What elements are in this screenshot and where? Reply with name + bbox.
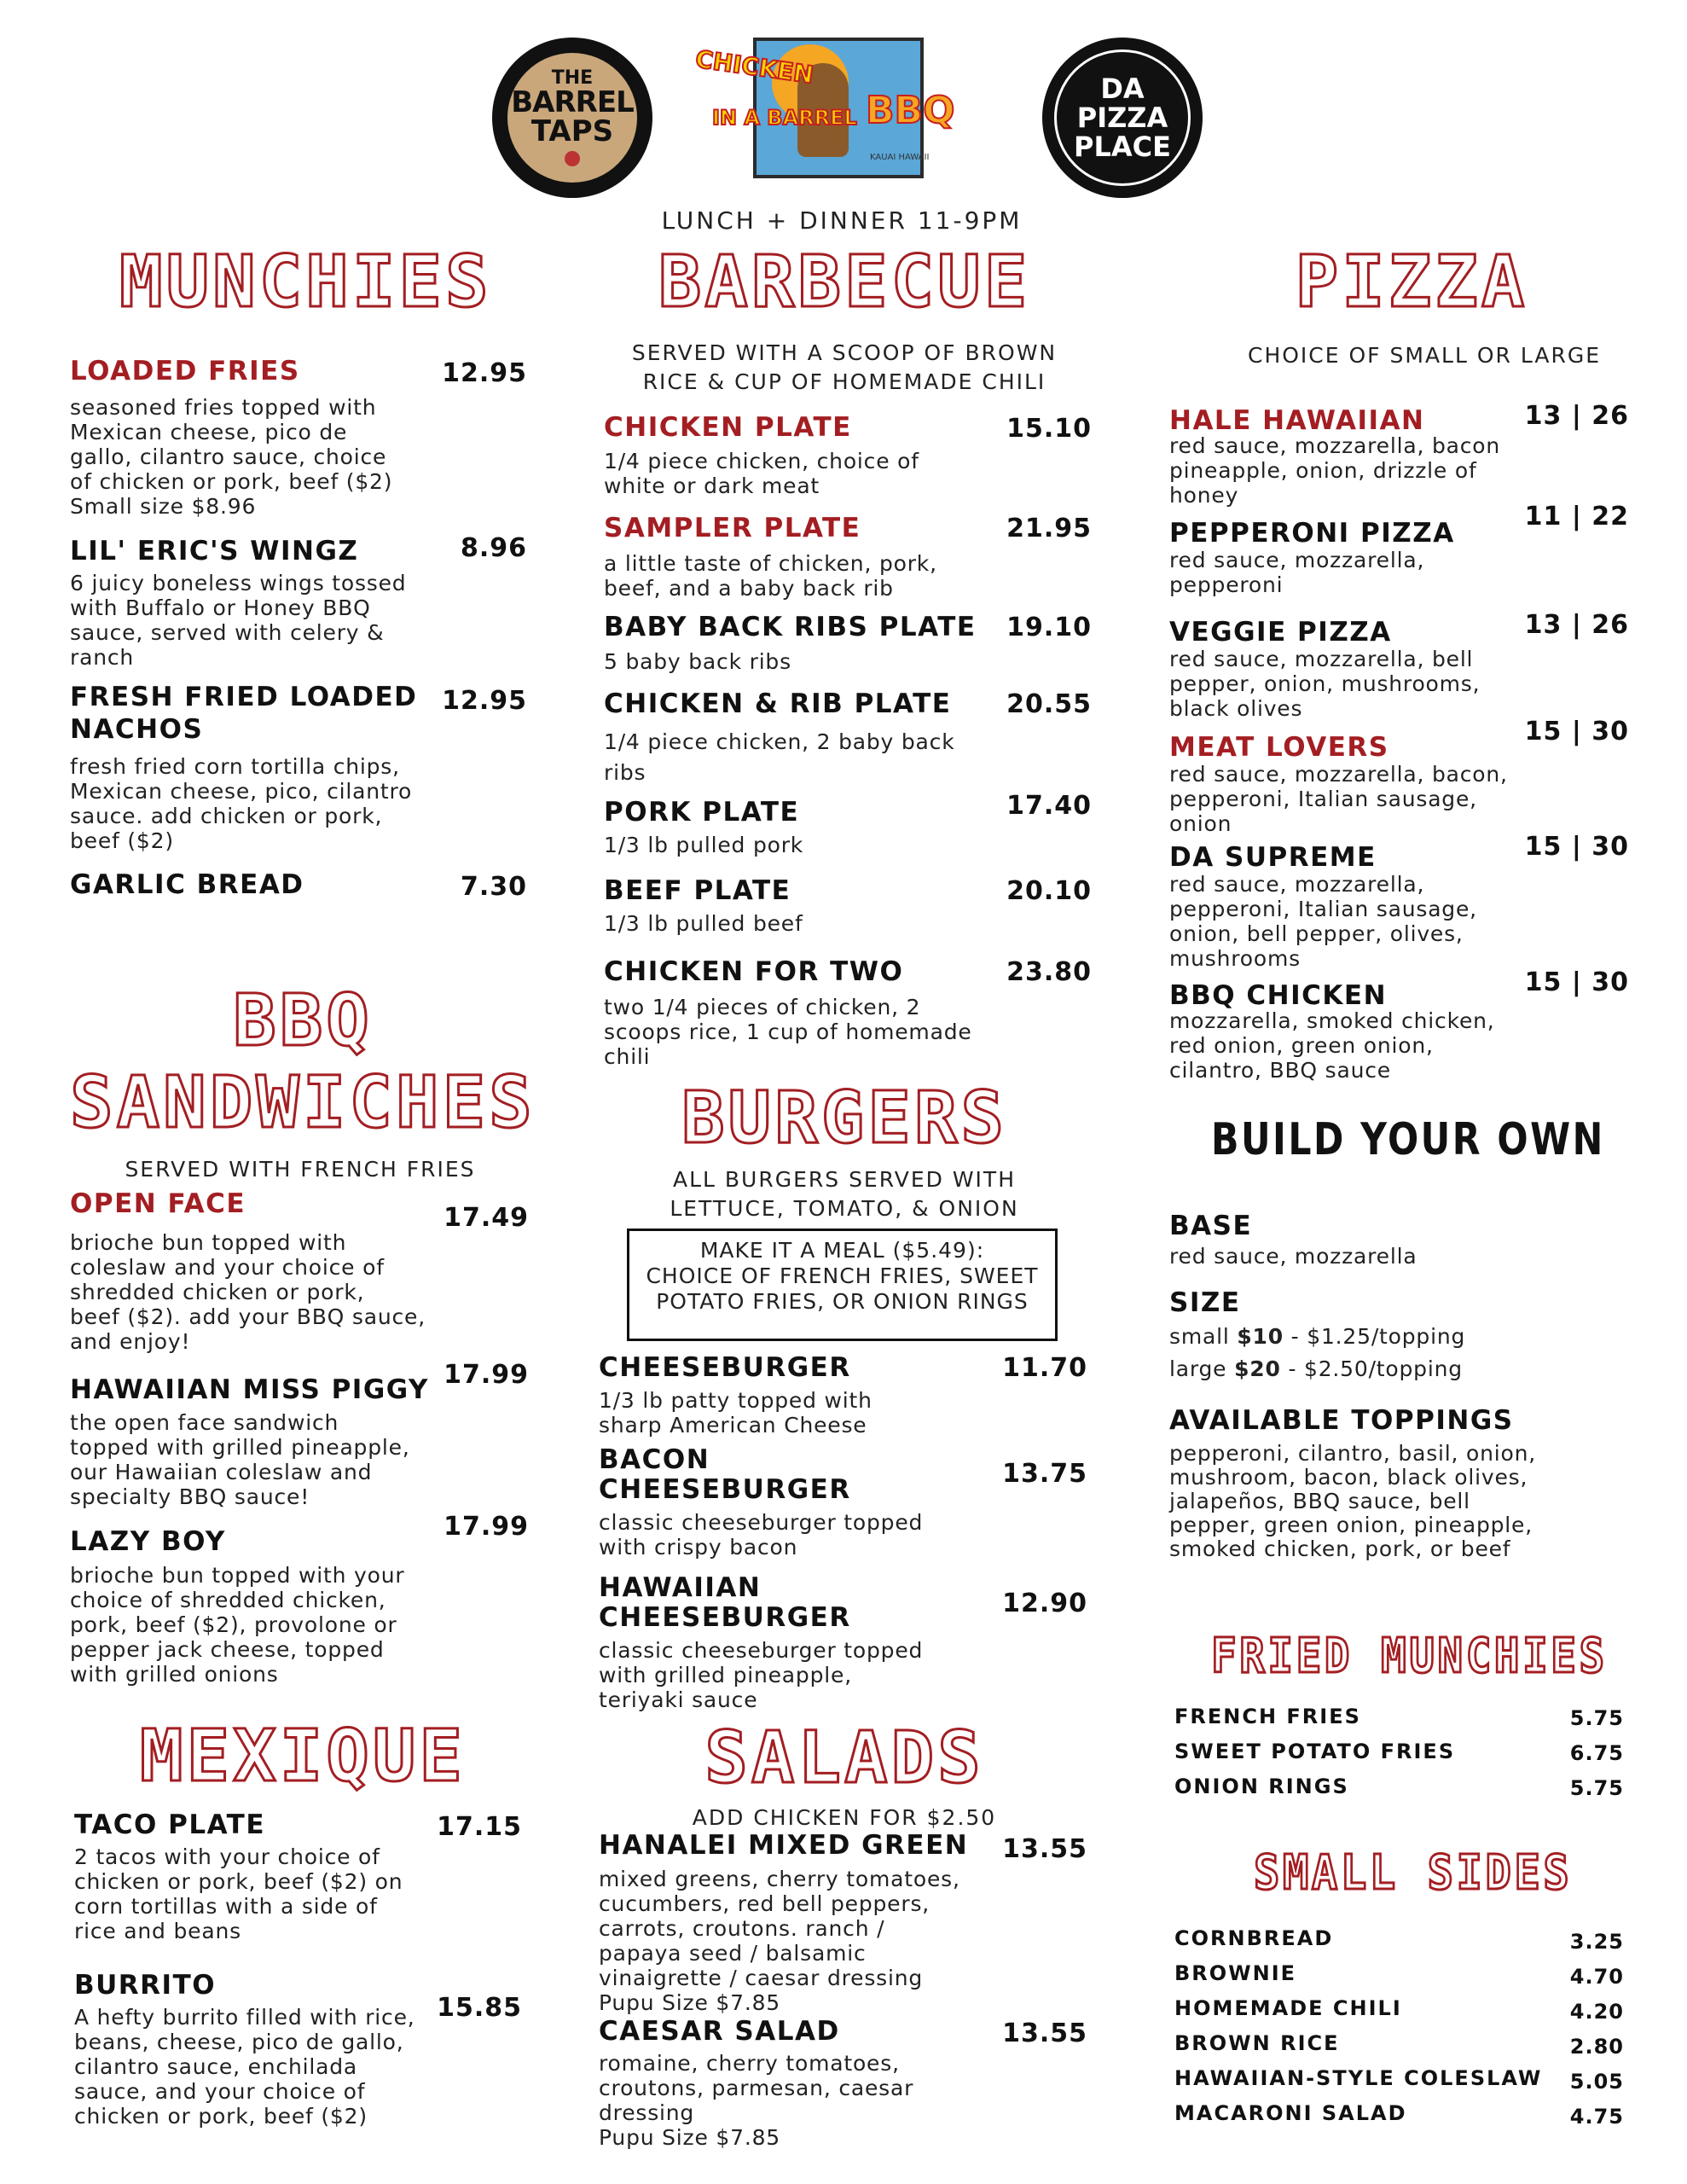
menu-item-name: BURRITO [74, 1970, 217, 2001]
menu-item-description: red sauce, mozzarella, pepperoni [1169, 548, 1425, 597]
menu-item-price: 15 | 30 [1524, 967, 1629, 997]
menu-item-name: CHICKEN FOR TWO [604, 956, 904, 987]
menu-item-description: fresh fried corn tortilla chips, Mexican cheese, pico, cilantro sauce. add chicken or pork, beef ($2) [70, 754, 413, 853]
build-base-description: red sauce, mozzarella [1169, 1244, 1417, 1269]
menu-item-description: 5 baby back ribs [604, 649, 791, 674]
side-item-name: MACARONI SALAD [1174, 2101, 1407, 2125]
menu-item-name: SAMPLER PLATE [604, 513, 861, 543]
menu-item-name: HANALEI MIXED GREEN [599, 1830, 969, 1861]
da-pizza-place-logo [1042, 38, 1203, 198]
side-item-name: HAWAIIAN-STYLE COLESLAW [1174, 2066, 1543, 2090]
logo-text: TAPS [530, 114, 614, 148]
build-size-label: SIZE [1169, 1287, 1241, 1318]
menu-item-price: 20.10 [1006, 876, 1092, 906]
menu-item-price: 15.85 [437, 1993, 522, 2023]
menu-item-name: BBQ CHICKEN [1169, 980, 1388, 1011]
menu-item-description: red sauce, mozzarella, pepperoni, Italian sausage, onion, bell pepper, olives, mushrooms [1169, 872, 1477, 971]
menu-item-name: CHICKEN & RIB PLATE [604, 688, 952, 719]
menu-item-name: GARLIC BREAD [70, 869, 304, 900]
menu-item-description: red sauce, mozzarella, bell pepper, onion, mushrooms, black olives [1169, 647, 1481, 721]
menu-item-description: two 1/4 pieces of chicken, 2 scoops rice, 1 cup of homemade chili [604, 995, 972, 1069]
side-item-name: BROWN RICE [1174, 2031, 1340, 2055]
section-title-bbq: BBQ [233, 979, 373, 1062]
menu-item-price: 17.99 [443, 1512, 529, 1542]
section-title-fried-munchies: FRIED MUNCHIES [1211, 1629, 1608, 1684]
logo-text: CHICKEN [693, 44, 815, 90]
logo-text: PIZZA [1076, 102, 1168, 134]
section-title-mexique: MEXIQUE [139, 1714, 466, 1798]
menu-item-price: 20.55 [1006, 689, 1092, 719]
side-item-name: ONION RINGS [1174, 1774, 1349, 1798]
section-title-munchies: MUNCHIES [119, 240, 492, 323]
menu-item-name: LOADED FRIES [70, 356, 300, 386]
side-item-price: 4.70 [1569, 1965, 1624, 1989]
side-item-price: 3.25 [1569, 1930, 1624, 1954]
side-item-price: 4.20 [1569, 2000, 1624, 2024]
menu-item-name: TACO PLATE [74, 1809, 266, 1840]
menu-item-price: 15 | 30 [1524, 832, 1629, 862]
menu-item-description: a little taste of chicken, pork, beef, and a baby back rib [604, 551, 937, 601]
menu-item-description: red sauce, mozzarella, bacon, pepperoni, Italian sausage, onion [1169, 762, 1508, 836]
menu-item-description: 6 juicy boneless wings tossed with Buffalo or Honey BBQ sauce, served with celery & ranch [70, 571, 407, 670]
menu-item-price: 13.55 [1002, 2018, 1087, 2048]
menu-item-price: 8.96 [460, 533, 527, 563]
logo-text: KAUAI HAWAII [870, 153, 930, 162]
menu-item-price: 7.30 [460, 872, 527, 902]
menu-item-description: 2 tacos with your choice of chicken or pork, beef ($2) on corn tortillas with a side of rice and beans [74, 1844, 403, 1943]
logo-text: BBQ [866, 89, 955, 132]
menu-item-name: PORK PLATE [604, 797, 800, 828]
logo-text: IN A BARREL [712, 106, 857, 130]
section-subtitle: ADD CHICKEN FOR $2.50 [692, 1805, 997, 1830]
menu-item-price: 15 | 30 [1524, 717, 1629, 746]
menu-item-description: mozzarella, smoked chicken, red onion, green onion, cilantro, BBQ sauce [1169, 1008, 1495, 1083]
menu-item-description: classic cheeseburger topped with grilled pineapple, teriyaki sauce [599, 1638, 924, 1712]
section-title-build-your-own: BUILD YOUR OWN [1211, 1114, 1605, 1165]
section-subtitle: SERVED WITH A SCOOP OF BROWN RICE & CUP OF HOMEMADE CHILI [631, 340, 1058, 394]
menu-item-price: 17.40 [1006, 791, 1092, 821]
menu-item-description: brioche bun topped with your choice of shredded chicken, pork, beef ($2), provolone or pepper jack cheese, topped with grilled onions [70, 1563, 405, 1687]
menu-item-name: HAWAIIAN CHEESEBURGER [599, 1572, 851, 1633]
menu-item-price: 17.99 [443, 1360, 529, 1390]
menu-item-name: PEPPERONI PIZZA [1169, 518, 1455, 549]
menu-item-description: romaine, cherry tomatoes, croutons, parmesan, caesar dressing Pupu Size $7.85 [599, 2051, 914, 2150]
menu-item-description: classic cheeseburger topped with crispy bacon [599, 1510, 924, 1560]
menu-item-name: BACON CHEESEBURGER [599, 1444, 851, 1505]
menu-item-name: LAZY BOY [70, 1526, 226, 1557]
menu-item-description: red sauce, mozzarella, bacon pineapple, onion, drizzle of honey [1169, 433, 1501, 508]
menu-item-name: BABY BACK RIBS PLATE [604, 612, 977, 642]
menu-item-price: 11 | 22 [1524, 502, 1629, 531]
menu-item-description: 1/3 lb patty topped with sharp American Cheese [599, 1388, 872, 1438]
barrel-taps-logo [492, 38, 652, 198]
menu-item-description: 1/4 piece chicken, choice of white or dark meat [604, 449, 919, 498]
menu-item-name: HALE HAWAIIAN [1169, 405, 1425, 436]
menu-item-price: 13.55 [1002, 1834, 1087, 1864]
section-title-salads: SALADS [704, 1716, 984, 1799]
menu-item-price: 13 | 26 [1524, 401, 1629, 431]
menu-item-description: 1/4 piece chicken, 2 baby back ribs [604, 729, 955, 785]
menu-item-description: A hefty burrito filled with rice, beans, cheese, pico de gallo, cilantro sauce, enchilada sauce, and your choice of chicken or pork, beef ($2) [74, 2005, 415, 2129]
logo-text: DA [1100, 73, 1145, 105]
menu-item-name: VEGGIE PIZZA [1169, 617, 1392, 648]
side-item-name: SWEET POTATO FRIES [1174, 1740, 1456, 1763]
menu-item-price: 12.90 [1002, 1589, 1087, 1618]
chicken-in-a-barrel-logo [695, 38, 989, 179]
menu-item-description: seasoned fries topped with Mexican cheese, pico de gallo, cilantro sauce, choice of chicken or pork, beef ($2) Small size $8.96 [70, 395, 393, 519]
side-item-price: 2.80 [1569, 2035, 1624, 2059]
section-title-burgers: BURGERS [681, 1076, 1007, 1159]
section-title-barbecue: BARBECUE [658, 240, 1031, 323]
menu-item-price: 12.95 [442, 686, 527, 716]
menu-item-price: 13.75 [1002, 1459, 1087, 1489]
side-item-price: 4.75 [1569, 2105, 1624, 2129]
menu-item-name: BEEF PLATE [604, 875, 791, 906]
menu-item-name: CHICKEN PLATE [604, 412, 852, 443]
size-option-large: large $20 - $2.50/topping [1169, 1356, 1463, 1381]
menu-item-name: LIL' ERIC'S WINGZ [70, 536, 359, 566]
hours-banner: LUNCH + DINNER 11-9PM [661, 206, 1023, 235]
section-subtitle: CHOICE OF SMALL OR LARGE [1248, 343, 1601, 368]
menu-item-name: MEAT LOVERS [1169, 732, 1389, 763]
side-item-name: BROWNIE [1174, 1961, 1297, 1985]
menu-item-price: 17.49 [443, 1203, 529, 1233]
side-item-price: 5.75 [1569, 1776, 1624, 1800]
menu-item-name: OPEN FACE [70, 1188, 246, 1219]
logo-text: PLACE [1074, 131, 1171, 163]
menu-item-price: 21.95 [1006, 514, 1092, 543]
menu-item-price: 19.10 [1006, 613, 1092, 642]
make-it-a-meal-box: MAKE IT A MEAL ($5.49): CHOICE OF FRENCH FRIES, SWEET POTATO FRIES, OR ONION RINGS [627, 1228, 1058, 1341]
size-option-small: small $10 - $1.25/topping [1169, 1324, 1466, 1349]
section-title-pizza: PIZZA [1295, 240, 1528, 323]
toppings-label: AVAILABLE TOPPINGS [1169, 1405, 1514, 1436]
menu-item-price: 23.80 [1006, 957, 1092, 987]
menu-item-description: 1/3 lb pulled beef [604, 911, 803, 936]
menu-item-description: 1/3 lb pulled pork [604, 833, 804, 857]
menu-item-price: 11.70 [1002, 1353, 1087, 1383]
toppings-description: pepperoni, cilantro, basil, onion, mushroom, bacon, black olives, jalapeños, BBQ sauce, bell pepper, green onion, pineapple, smoked chicken, pork, or beef [1169, 1441, 1536, 1561]
menu-item-price: 15.10 [1006, 414, 1092, 444]
menu-item-description: brioche bun topped with coleslaw and your choice of shredded chicken or pork, beef ($2). add your BBQ sauce, and enjoy! [70, 1230, 426, 1354]
tap-icon [565, 151, 580, 166]
side-item-price: 5.75 [1569, 1706, 1624, 1730]
menu-item-name: HAWAIIAN MISS PIGGY [70, 1374, 429, 1405]
menu-item-price: 13 | 26 [1524, 610, 1629, 640]
menu-item-description: the open face sandwich topped with grilled pineapple, our Hawaiian coleslaw and specialty BBQ sauce! [70, 1410, 410, 1509]
menu-item-name: CHEESEBURGER [599, 1352, 851, 1383]
side-item-name: CORNBREAD [1174, 1926, 1334, 1950]
menu-item-price: 12.95 [442, 358, 527, 388]
section-title-small-sides: SMALL SIDES [1254, 1845, 1573, 1901]
menu-item-name: DA SUPREME [1169, 842, 1377, 873]
side-item-name: HOMEMADE CHILI [1174, 1996, 1402, 2020]
menu-item-description: mixed greens, cherry tomatoes, cucumbers, red bell peppers, carrots, croutons. ranch / papaya seed / balsamic vinaigrette / caesar dressing Pupu Size $7.85 [599, 1867, 960, 2015]
menu-item-price: 17.15 [437, 1812, 522, 1842]
section-subtitle: ALL BURGERS SERVED WITH LETTUCE, TOMATO, & ONION [670, 1167, 1019, 1221]
side-item-price: 5.05 [1569, 2070, 1624, 2094]
section-subtitle: SERVED WITH FRENCH FRIES [125, 1157, 476, 1182]
logo-text: THE [551, 67, 594, 89]
menu-item-name: CAESAR SALAD [599, 2016, 840, 2047]
section-title-sandwiches: SANDWICHES [70, 1060, 536, 1144]
menu-item-name: FRESH FRIED LOADED NACHOS [70, 682, 418, 745]
side-item-name: FRENCH FRIES [1174, 1705, 1361, 1728]
logo-text: BARREL [511, 85, 634, 119]
side-item-price: 6.75 [1569, 1741, 1624, 1765]
build-base-label: BASE [1169, 1211, 1253, 1241]
